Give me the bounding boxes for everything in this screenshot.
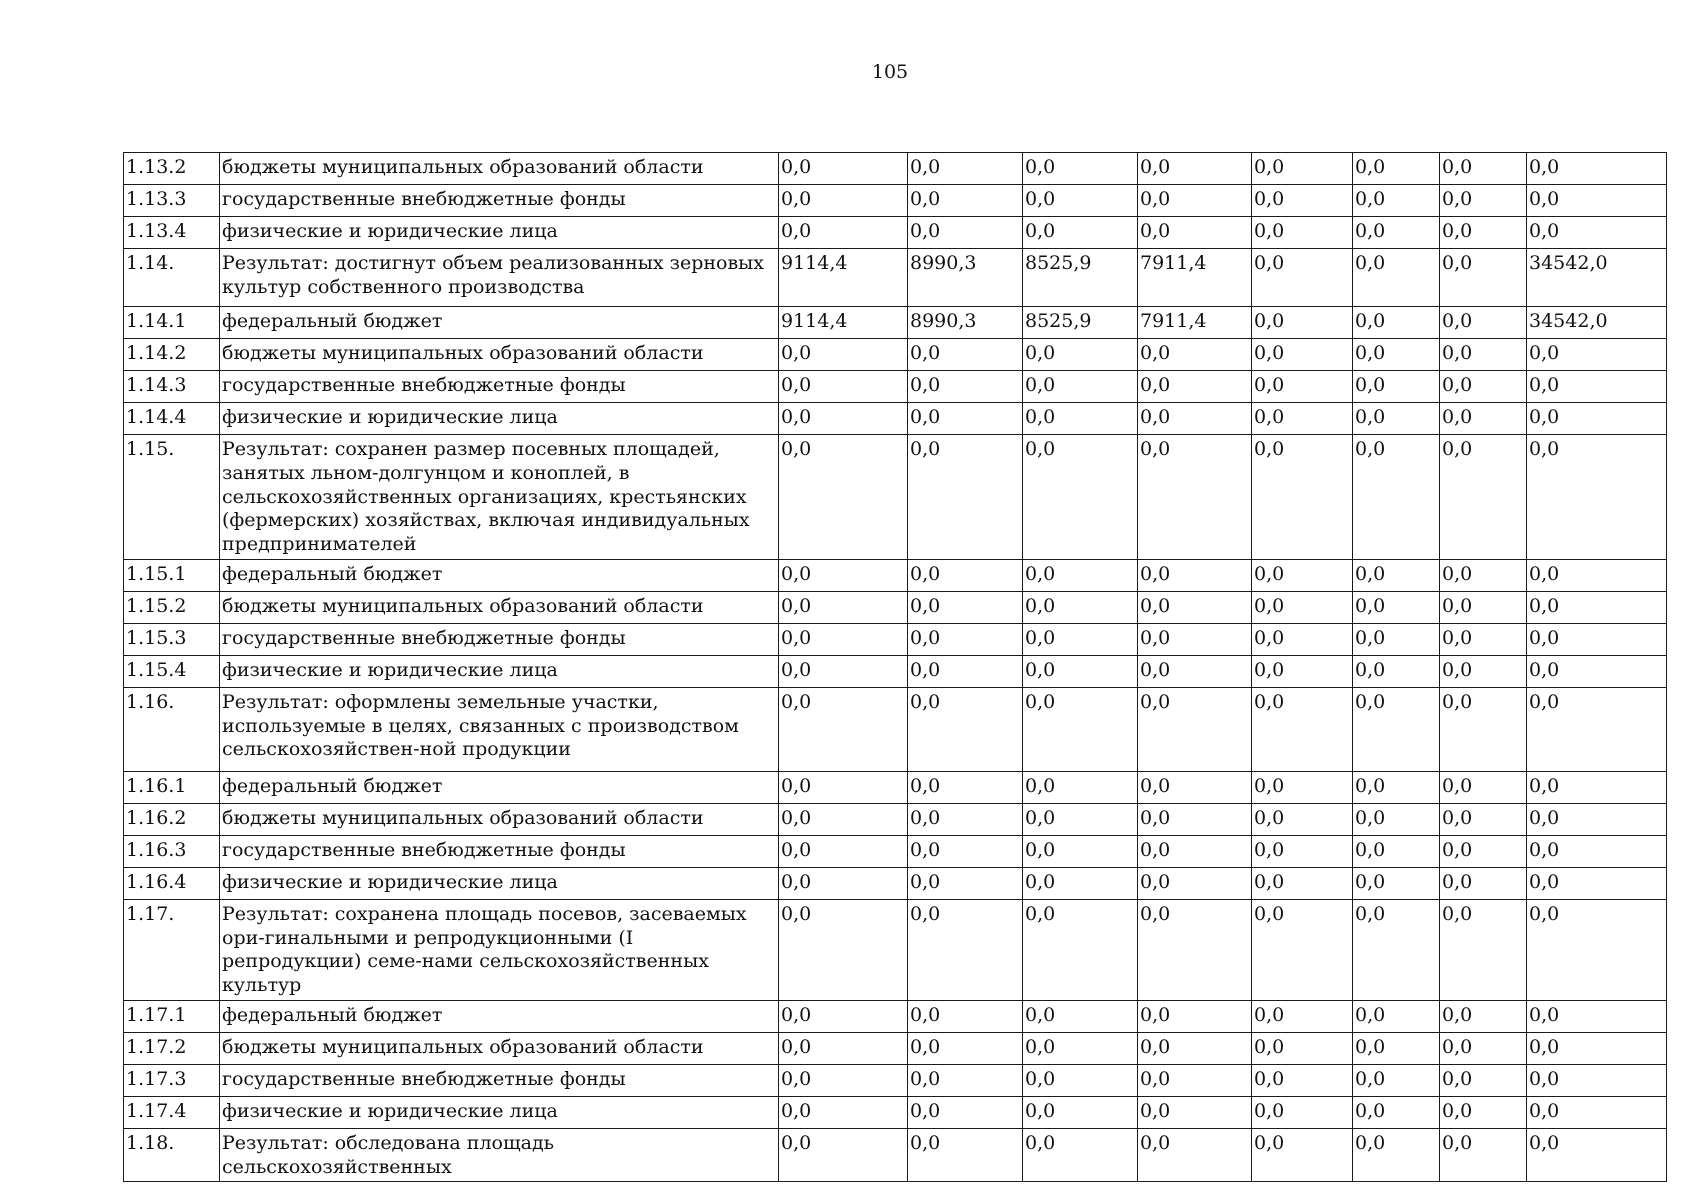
value-cell: 8990,3 [908, 307, 1023, 339]
value-cell: 0,0 [779, 803, 908, 835]
value-cell: 0,0 [1252, 217, 1353, 249]
table-row [124, 153, 1667, 185]
value-cell: 0,0 [908, 1032, 1023, 1064]
table-row [124, 1032, 1667, 1064]
value-cell: 0,0 [1252, 435, 1353, 560]
value-cell: 0,0 [1023, 403, 1138, 435]
value-cell: 7911,4 [1138, 249, 1252, 307]
row-code: 1.18. [124, 1128, 220, 1182]
value-cell: 0,0 [1138, 1032, 1252, 1064]
row-description: Результат: сохранена площадь посевов, засеваемых ори-гинальными и репродукционными (I репродукции) семе-нами сельскохозяйственных культур [220, 899, 779, 1000]
table-body [124, 153, 1667, 1182]
value-cell: 0,0 [1023, 1000, 1138, 1032]
value-cell: 0,0 [1252, 899, 1353, 1000]
value-cell: 0,0 [1440, 339, 1527, 371]
value-cell: 0,0 [779, 1000, 908, 1032]
value-cell: 0,0 [1527, 339, 1667, 371]
row-description: физические и юридические лица [220, 403, 779, 435]
value-cell: 0,0 [1023, 687, 1138, 771]
value-cell: 0,0 [1527, 371, 1667, 403]
value-cell: 0,0 [1138, 403, 1252, 435]
value-cell: 0,0 [1440, 655, 1527, 687]
value-cell: 0,0 [1138, 771, 1252, 803]
value-cell: 8525,9 [1023, 249, 1138, 307]
value-cell: 0,0 [1252, 687, 1353, 771]
value-cell: 0,0 [779, 1032, 908, 1064]
value-cell: 0,0 [1353, 339, 1440, 371]
value-cell: 0,0 [1252, 835, 1353, 867]
page-number: 105 [871, 61, 909, 83]
value-cell: 0,0 [1440, 249, 1527, 307]
row-description: государственные внебюджетные фонды [220, 623, 779, 655]
table-row [124, 249, 1667, 307]
value-cell: 0,0 [1138, 217, 1252, 249]
row-description: федеральный бюджет [220, 771, 779, 803]
row-code: 1.13.2 [124, 153, 220, 185]
value-cell: 0,0 [1138, 1064, 1252, 1096]
row-description: Результат: оформлены земельные участки, используемые в целях, связанных с производством сельскохозяйствен-ной продукции [220, 687, 779, 771]
value-cell: 0,0 [1252, 623, 1353, 655]
value-cell: 0,0 [1353, 403, 1440, 435]
value-cell: 0,0 [1252, 1032, 1353, 1064]
value-cell: 0,0 [779, 1096, 908, 1128]
value-cell: 0,0 [1138, 1096, 1252, 1128]
value-cell: 0,0 [779, 623, 908, 655]
value-cell: 0,0 [1138, 687, 1252, 771]
value-cell: 0,0 [908, 655, 1023, 687]
value-cell: 0,0 [779, 371, 908, 403]
value-cell: 0,0 [908, 771, 1023, 803]
value-cell: 34542,0 [1527, 307, 1667, 339]
value-cell: 0,0 [779, 559, 908, 591]
value-cell: 0,0 [1440, 1064, 1527, 1096]
row-code: 1.15. [124, 435, 220, 560]
value-cell: 9114,4 [779, 307, 908, 339]
row-description: Результат: обследована площадь сельскохозяйственных [220, 1128, 779, 1182]
row-code: 1.17.1 [124, 1000, 220, 1032]
row-code: 1.14.3 [124, 371, 220, 403]
value-cell: 0,0 [1023, 339, 1138, 371]
value-cell: 0,0 [779, 1128, 908, 1182]
value-cell: 0,0 [1138, 623, 1252, 655]
value-cell: 0,0 [1527, 1032, 1667, 1064]
row-code: 1.14.4 [124, 403, 220, 435]
value-cell: 0,0 [1138, 371, 1252, 403]
value-cell: 0,0 [1440, 559, 1527, 591]
value-cell: 0,0 [1023, 771, 1138, 803]
value-cell: 0,0 [1527, 899, 1667, 1000]
value-cell: 0,0 [1252, 803, 1353, 835]
row-code: 1.14.1 [124, 307, 220, 339]
value-cell: 0,0 [1353, 771, 1440, 803]
value-cell: 0,0 [1353, 559, 1440, 591]
value-cell: 0,0 [1353, 1128, 1440, 1182]
row-description: физические и юридические лица [220, 1096, 779, 1128]
value-cell: 0,0 [1527, 153, 1667, 185]
value-cell: 0,0 [1138, 591, 1252, 623]
table-row [124, 559, 1667, 591]
value-cell: 0,0 [1527, 1096, 1667, 1128]
row-code: 1.15.1 [124, 559, 220, 591]
value-cell: 0,0 [1023, 371, 1138, 403]
value-cell: 0,0 [1252, 591, 1353, 623]
value-cell: 0,0 [1023, 655, 1138, 687]
value-cell: 0,0 [1440, 217, 1527, 249]
value-cell: 0,0 [1023, 803, 1138, 835]
value-cell: 0,0 [908, 867, 1023, 899]
value-cell: 0,0 [1527, 559, 1667, 591]
value-cell: 0,0 [1440, 185, 1527, 217]
value-cell: 0,0 [1023, 591, 1138, 623]
value-cell: 0,0 [908, 1128, 1023, 1182]
row-code: 1.14.2 [124, 339, 220, 371]
value-cell: 0,0 [1440, 867, 1527, 899]
value-cell: 0,0 [1023, 1096, 1138, 1128]
value-cell: 0,0 [1353, 185, 1440, 217]
value-cell: 0,0 [1353, 153, 1440, 185]
value-cell: 0,0 [1353, 835, 1440, 867]
row-description: физические и юридические лица [220, 217, 779, 249]
value-cell: 0,0 [1138, 1128, 1252, 1182]
value-cell: 0,0 [1023, 867, 1138, 899]
value-cell: 0,0 [1252, 1128, 1353, 1182]
row-description: бюджеты муниципальных образований области [220, 591, 779, 623]
value-cell: 0,0 [1023, 1128, 1138, 1182]
value-cell: 0,0 [1440, 687, 1527, 771]
row-description: федеральный бюджет [220, 1000, 779, 1032]
table-row [124, 771, 1667, 803]
row-description: бюджеты муниципальных образований области [220, 803, 779, 835]
value-cell: 0,0 [779, 435, 908, 560]
row-code: 1.16.1 [124, 771, 220, 803]
value-cell: 0,0 [1440, 371, 1527, 403]
value-cell: 0,0 [908, 1000, 1023, 1032]
row-code: 1.16.2 [124, 803, 220, 835]
value-cell: 0,0 [1023, 435, 1138, 560]
value-cell: 0,0 [1527, 1128, 1667, 1182]
value-cell: 0,0 [908, 153, 1023, 185]
value-cell: 0,0 [1527, 771, 1667, 803]
value-cell: 0,0 [779, 655, 908, 687]
table-row [124, 835, 1667, 867]
value-cell: 0,0 [1440, 153, 1527, 185]
value-cell: 0,0 [1138, 1000, 1252, 1032]
value-cell: 0,0 [1252, 371, 1353, 403]
table-row [124, 185, 1667, 217]
value-cell: 0,0 [1353, 1000, 1440, 1032]
table-row [124, 655, 1667, 687]
value-cell: 0,0 [779, 153, 908, 185]
row-code: 1.15.2 [124, 591, 220, 623]
value-cell: 0,0 [1023, 899, 1138, 1000]
value-cell: 0,0 [1440, 307, 1527, 339]
value-cell: 0,0 [1138, 867, 1252, 899]
value-cell: 0,0 [908, 217, 1023, 249]
value-cell: 0,0 [908, 371, 1023, 403]
value-cell: 0,0 [1440, 435, 1527, 560]
table-row [124, 217, 1667, 249]
value-cell: 0,0 [1527, 217, 1667, 249]
value-cell: 0,0 [1138, 655, 1252, 687]
value-cell: 0,0 [1353, 867, 1440, 899]
value-cell: 0,0 [779, 185, 908, 217]
value-cell: 0,0 [1252, 153, 1353, 185]
table-row [124, 435, 1667, 560]
value-cell: 0,0 [1440, 1128, 1527, 1182]
table-row [124, 371, 1667, 403]
value-cell: 0,0 [1527, 1000, 1667, 1032]
value-cell: 0,0 [908, 339, 1023, 371]
row-description: государственные внебюджетные фонды [220, 835, 779, 867]
row-description: государственные внебюджетные фонды [220, 1064, 779, 1096]
value-cell: 9114,4 [779, 249, 908, 307]
value-cell: 0,0 [1440, 899, 1527, 1000]
value-cell: 0,0 [1138, 803, 1252, 835]
table-row [124, 803, 1667, 835]
value-cell: 0,0 [1440, 803, 1527, 835]
value-cell: 0,0 [1023, 559, 1138, 591]
table-row [124, 899, 1667, 1000]
row-description: Результат: сохранен размер посевных площадей, занятых льном-долгунцом и коноплей, в сельскохозяйственных организациях, крестьянских (фермерских) хозяйствах, включая индивидуальных предпринимателей [220, 435, 779, 560]
row-code: 1.16.4 [124, 867, 220, 899]
row-description: федеральный бюджет [220, 559, 779, 591]
value-cell: 0,0 [1353, 307, 1440, 339]
value-cell: 0,0 [908, 623, 1023, 655]
value-cell: 0,0 [1353, 899, 1440, 1000]
value-cell: 0,0 [1353, 591, 1440, 623]
table-row [124, 1000, 1667, 1032]
row-description: государственные внебюджетные фонды [220, 185, 779, 217]
value-cell: 0,0 [1252, 339, 1353, 371]
value-cell: 0,0 [1353, 803, 1440, 835]
value-cell: 0,0 [779, 899, 908, 1000]
value-cell: 0,0 [1023, 1032, 1138, 1064]
value-cell: 0,0 [1527, 803, 1667, 835]
value-cell: 0,0 [1353, 655, 1440, 687]
value-cell: 0,0 [1353, 623, 1440, 655]
value-cell: 0,0 [1023, 185, 1138, 217]
value-cell: 0,0 [1353, 217, 1440, 249]
value-cell: 0,0 [1252, 1000, 1353, 1032]
value-cell: 0,0 [1353, 1032, 1440, 1064]
value-cell: 0,0 [908, 435, 1023, 560]
value-cell: 0,0 [1252, 559, 1353, 591]
value-cell: 0,0 [908, 1096, 1023, 1128]
value-cell: 0,0 [908, 559, 1023, 591]
value-cell: 0,0 [1138, 185, 1252, 217]
table-row [124, 591, 1667, 623]
row-code: 1.13.4 [124, 217, 220, 249]
value-cell: 0,0 [1527, 1064, 1667, 1096]
value-cell: 0,0 [908, 835, 1023, 867]
table-row [124, 403, 1667, 435]
value-cell: 7911,4 [1138, 307, 1252, 339]
row-code: 1.16. [124, 687, 220, 771]
value-cell: 0,0 [779, 771, 908, 803]
value-cell: 0,0 [1252, 1064, 1353, 1096]
table-row [124, 1128, 1667, 1182]
row-code: 1.14. [124, 249, 220, 307]
row-code: 1.15.4 [124, 655, 220, 687]
value-cell: 0,0 [1527, 867, 1667, 899]
value-cell: 0,0 [1527, 435, 1667, 560]
value-cell: 0,0 [1353, 435, 1440, 560]
value-cell: 0,0 [1023, 835, 1138, 867]
value-cell: 0,0 [1440, 1096, 1527, 1128]
row-code: 1.17.3 [124, 1064, 220, 1096]
value-cell: 0,0 [1023, 1064, 1138, 1096]
row-description: физические и юридические лица [220, 655, 779, 687]
table-row [124, 307, 1667, 339]
row-description: бюджеты муниципальных образований области [220, 153, 779, 185]
value-cell: 0,0 [1138, 435, 1252, 560]
row-code: 1.17.2 [124, 1032, 220, 1064]
row-description: федеральный бюджет [220, 307, 779, 339]
value-cell: 0,0 [908, 403, 1023, 435]
table-row [124, 867, 1667, 899]
value-cell: 0,0 [908, 591, 1023, 623]
value-cell: 0,0 [1252, 403, 1353, 435]
row-description: физические и юридические лица [220, 867, 779, 899]
value-cell: 0,0 [908, 899, 1023, 1000]
row-description: бюджеты муниципальных образований области [220, 339, 779, 371]
value-cell: 0,0 [779, 867, 908, 899]
budget-table [123, 152, 1667, 1182]
value-cell: 0,0 [779, 217, 908, 249]
table-row [124, 687, 1667, 771]
table-row [124, 1096, 1667, 1128]
value-cell: 0,0 [1252, 307, 1353, 339]
value-cell: 0,0 [1440, 1032, 1527, 1064]
row-code: 1.13.3 [124, 185, 220, 217]
value-cell: 0,0 [1252, 771, 1353, 803]
value-cell: 0,0 [1023, 217, 1138, 249]
value-cell: 0,0 [1527, 185, 1667, 217]
value-cell: 8990,3 [908, 249, 1023, 307]
value-cell: 0,0 [1353, 687, 1440, 771]
value-cell: 0,0 [908, 803, 1023, 835]
row-code: 1.17. [124, 899, 220, 1000]
row-code: 1.15.3 [124, 623, 220, 655]
value-cell: 0,0 [1138, 153, 1252, 185]
value-cell: 0,0 [1138, 899, 1252, 1000]
value-cell: 0,0 [1252, 1096, 1353, 1128]
value-cell: 34542,0 [1527, 249, 1667, 307]
value-cell: 0,0 [779, 339, 908, 371]
value-cell: 0,0 [1138, 339, 1252, 371]
value-cell: 8525,9 [1023, 307, 1138, 339]
value-cell: 0,0 [779, 403, 908, 435]
row-code: 1.16.3 [124, 835, 220, 867]
value-cell: 0,0 [1527, 623, 1667, 655]
value-cell: 0,0 [1440, 835, 1527, 867]
value-cell: 0,0 [1353, 249, 1440, 307]
value-cell: 0,0 [1440, 591, 1527, 623]
row-code: 1.17.4 [124, 1096, 220, 1128]
table-row [124, 339, 1667, 371]
value-cell: 0,0 [1440, 771, 1527, 803]
value-cell: 0,0 [1440, 1000, 1527, 1032]
value-cell: 0,0 [1440, 403, 1527, 435]
value-cell: 0,0 [1252, 249, 1353, 307]
value-cell: 0,0 [1353, 1064, 1440, 1096]
value-cell: 0,0 [908, 185, 1023, 217]
value-cell: 0,0 [1252, 185, 1353, 217]
value-cell: 0,0 [1353, 371, 1440, 403]
value-cell: 0,0 [1252, 867, 1353, 899]
value-cell: 0,0 [779, 835, 908, 867]
value-cell: 0,0 [908, 687, 1023, 771]
value-cell: 0,0 [1138, 559, 1252, 591]
value-cell: 0,0 [1023, 153, 1138, 185]
value-cell: 0,0 [779, 1064, 908, 1096]
row-description: бюджеты муниципальных образований области [220, 1032, 779, 1064]
value-cell: 0,0 [1527, 655, 1667, 687]
value-cell: 0,0 [1440, 623, 1527, 655]
value-cell: 0,0 [1527, 591, 1667, 623]
table-row [124, 1064, 1667, 1096]
value-cell: 0,0 [1353, 1096, 1440, 1128]
row-description: государственные внебюджетные фонды [220, 371, 779, 403]
value-cell: 0,0 [908, 1064, 1023, 1096]
value-cell: 0,0 [1138, 835, 1252, 867]
value-cell: 0,0 [779, 591, 908, 623]
value-cell: 0,0 [1527, 835, 1667, 867]
value-cell: 0,0 [1527, 403, 1667, 435]
value-cell: 0,0 [1252, 655, 1353, 687]
value-cell: 0,0 [1023, 623, 1138, 655]
table-row [124, 623, 1667, 655]
row-description: Результат: достигнут объем реализованных зерновых культур собственного производства [220, 249, 779, 307]
value-cell: 0,0 [1527, 687, 1667, 771]
value-cell: 0,0 [779, 687, 908, 771]
